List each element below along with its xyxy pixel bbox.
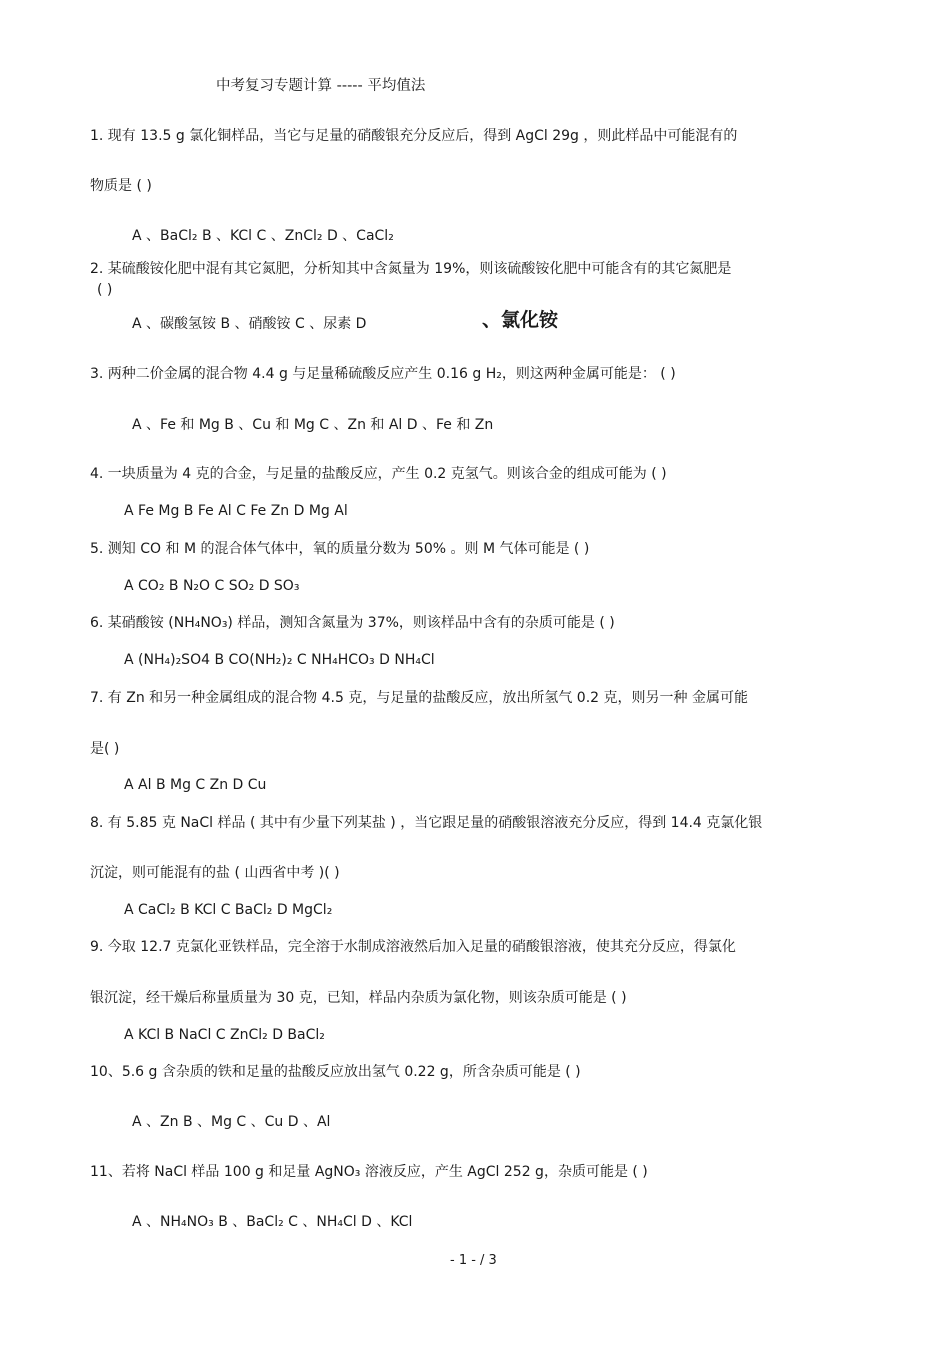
q8-options: A CaCl₂ B KCl C BaCl₂ D MgCl₂ [124, 902, 333, 918]
q11-line1: 11、若将 NaCl 样品 100 g 和足量 AgNO₃ 溶液反应，产生 AgCl 252 g，杂质可能是 ( ) [90, 1164, 648, 1180]
q9-options: A KCl B NaCl C ZnCl₂ D BaCl₂ [124, 1027, 325, 1043]
q11-options: A 、NH₄NO₃ B 、BaCl₂ C 、NH₄Cl D 、KCl [132, 1214, 413, 1230]
q10-line1: 10、5.6 g 含杂质的铁和足量的盐酸反应放出氢气 0.22 g，所含杂质可能是 ( ) [90, 1064, 581, 1080]
q9-line2: 银沉淀，经干燥后称量质量为 30 克，已知，样品内杂质为氯化物，则该杂质可能是 ( ) [90, 990, 627, 1006]
q5-line1: 5. 测知 CO 和 M 的混合体气体中，氧的质量分数为 50% 。则 M 气体可能是 ( ) [90, 541, 590, 557]
q3-options: A 、Fe 和 Mg B 、Cu 和 Mg C 、Zn 和 Al D 、Fe 和 Zn [132, 417, 494, 433]
q2-option-d: 、氯化铵 [482, 309, 559, 331]
page-title: 中考复习专题计算 ----- 平均值法 [216, 78, 426, 94]
q7-line2: 是( ) [90, 741, 120, 757]
q8-line2: 沉淀，则可能混有的盐 ( 山西省中考 )( ) [90, 865, 340, 881]
q6-options: A (NH₄)₂SO4 B CO(NH₂)₂ C NH₄HCO₃ D NH₄Cl [124, 652, 435, 668]
q7-line1: 7. 有 Zn 和另一种金属组成的混合物 4.5 克，与足量的盐酸反应，放出所氢气 0.2 克，则另一种 金属可能 [90, 690, 748, 706]
q1-line1: 1. 现有 13.5 g 氯化铜样品，当它与足量的硝酸银充分反应后，得到 AgCl 29g ，则此样品中可能混有的 [90, 128, 738, 144]
q2-options: A 、碳酸氢铵 B 、硝酸铵 C 、尿素 D [132, 316, 367, 332]
q2-line2: ( ) [97, 282, 113, 298]
q9-line1: 9. 今取 12.7 克氯化亚铁样品，完全溶于水制成溶液然后加入足量的硝酸银溶液，使其充分反应，得氯化 [90, 939, 736, 955]
q1-options: A 、BaCl₂ B 、KCl C 、ZnCl₂ D 、CaCl₂ [132, 228, 394, 244]
q4-options: A Fe Mg B Fe Al C Fe Zn D Mg Al [124, 503, 348, 519]
q6-line1: 6. 某硝酸铵 (NH₄NO₃) 样品，测知含氮量为 37%，则该样品中含有的杂质可能是 ( ) [90, 615, 615, 631]
q3-line1: 3. 两种二价金属的混合物 4.4 g 与足量稀硫酸反应产生 0.16 g H₂，则这两种金属可能是： ( ) [90, 366, 676, 382]
q7-options: A Al B Mg C Zn D Cu [124, 777, 267, 793]
q10-options: A 、Zn B 、Mg C 、Cu D 、Al [132, 1114, 331, 1130]
q5-options: A CO₂ B N₂O C SO₂ D SO₃ [124, 578, 300, 594]
q1-line2: 物质是 ( ) [90, 178, 152, 194]
q8-line1: 8. 有 5.85 克 NaCl 样品 ( 其中有少量下列某盐 ) ，当它跟足量的硝酸银溶液充分反应，得到 14.4 克氯化银 [90, 815, 763, 831]
page-number: - 1 - / 3 [450, 1253, 497, 1268]
q4-line1: 4. 一块质量为 4 克的合金，与足量的盐酸反应，产生 0.2 克氢气。则该合金的组成可能为 ( ) [90, 466, 667, 482]
q2-line1: 2. 某硫酸铵化肥中混有其它氮肥，分析知其中含氮量为 19%，则该硫酸铵化肥中可能含有的其它氮肥是 [90, 261, 732, 277]
